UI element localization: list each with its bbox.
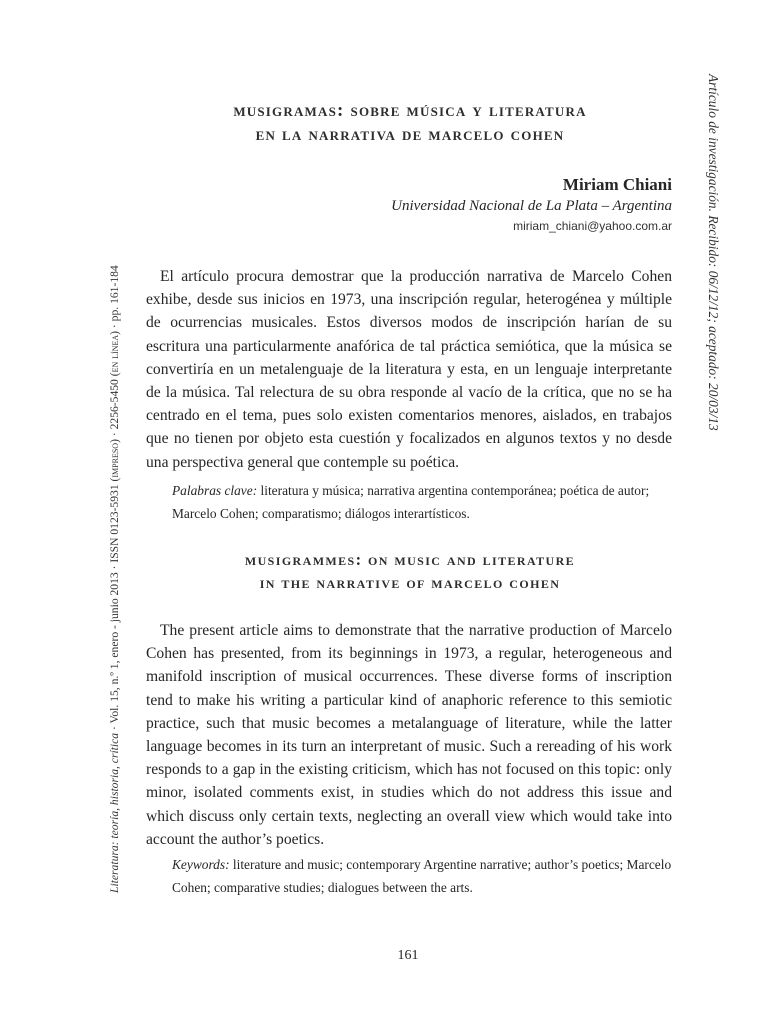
- keywords-spanish: [146, 479, 672, 525]
- journal-citation-margin: [108, 265, 121, 893]
- keywords-english-text: literature and music; contemporary Argentine narrative; author’s poetics; Marcelo Cohen; comparative studies; dialogues between the arts.: [172, 857, 672, 895]
- abstract-spanish: El artículo procura demostrar que la producción narrativa de Marcelo Cohen exhibe, desde sus inicios en 1973, una inscripción regular, heterogénea y múltiple de ocurrencias musicales. Estos diversos modos de inscripción harían de su escritura una particularmente anafórica de tal práctica semiótica, que la música se convertiría en un metalenguaje de la literatura y esta, en un lenguaje interpretante de la música. Tal relectura de su obra responde al vacío de la crítica, que no se ha centrado en el tema, pues solo existen comentarios menores, aislados, en trabajos que no tienen por objeto esta cuestión y focalizados en algunos textos y no desde una perspectiva general que contemple su poética.: [146, 268, 672, 471]
- title-english-line-2: in the narrative of marcelo cohen: [259, 573, 561, 592]
- author-name: Miriam Chiani: [562, 175, 672, 194]
- page-number: 161: [397, 948, 419, 963]
- article-status-margin: Artículo de investigación. Recibido: 06/12/12; aceptado: 20/03/13: [706, 74, 721, 431]
- keywords-spanish-label: Palabras clave:: [172, 483, 258, 498]
- author-block: [391, 174, 672, 236]
- page-range: · pp. 161-184: [108, 265, 121, 331]
- journal-name: Literatura: teoría, historia, crítica: [108, 732, 121, 893]
- keywords-english: [146, 853, 672, 899]
- title-spanish-line-2: en la narrativa de marcelo cohen: [255, 124, 565, 145]
- author-email: miriam_chiani@yahoo.com.ar: [513, 219, 672, 233]
- title-english-line-1: musigrammes: on music and literature: [244, 550, 576, 569]
- abstract-english: The present article aims to demonstrate that the narrative production of Marcelo Cohen has presented, from its beginnings in 1973, a regular, heterogeneous and manifold inscription of musical occurrences. These diverse forms of inscription tend to make his writing a particular kind of anaphoric reference to this semiotic practice, such that music becomes a metalanguage of literature, while the latter language becomes in its turn an interpretant of music. Such a rereading of his work responds to a gap in the existing criticism, which has not focused on this topic: only minor, isolated comments exist, in studies which do not address this issue and which discuss only certain texts, neglecting an overall view which would take into account the author’s poetics.: [146, 622, 672, 848]
- online-label: (en línea): [108, 330, 121, 377]
- issn-online: · 2256-5450: [108, 376, 121, 440]
- author-affiliation: Universidad Nacional de La Plata – Argentina: [391, 198, 672, 214]
- title-english: [145, 548, 675, 594]
- journal-details: · Vol. 15, n.º 1, enero - junio 2013 · ISSN 0123-5931: [108, 481, 121, 733]
- title-spanish-line-1: musigramas: sobre música y literatura: [233, 100, 587, 121]
- title-spanish: [145, 99, 675, 147]
- keywords-english-label: Keywords:: [172, 857, 230, 872]
- keywords-spanish-text: literatura y música; narrativa argentina contemporánea; poética de autor; Marcelo Cohen; comparatismo; diálogos interartísticos.: [172, 483, 650, 521]
- print-label: (impreso): [108, 439, 121, 482]
